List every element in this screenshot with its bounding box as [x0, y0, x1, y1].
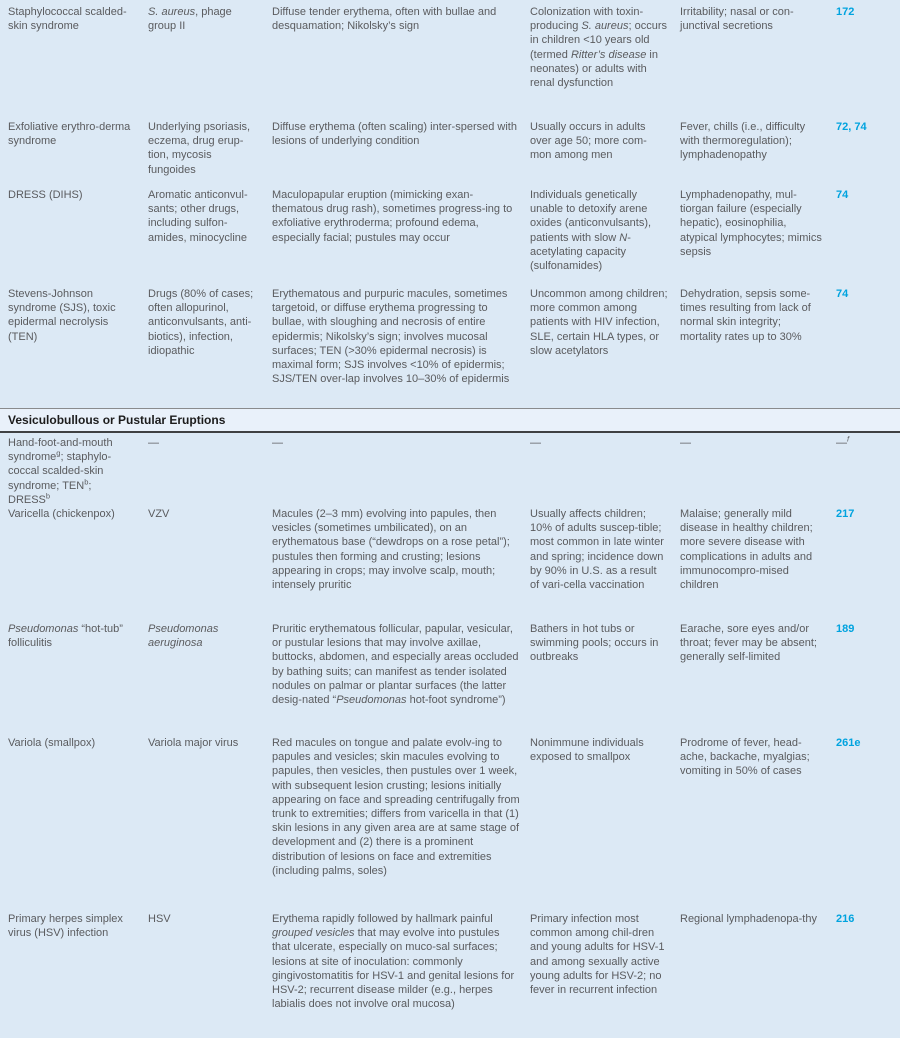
etiologic-agent-cell [148, 5, 272, 33]
text-segment: Pruritic erythematous follicular, papular, vesicular, or pustular lesions that may involve axillae, buttocks, abdomen, and especially areas occluded by bathing suits; can manifest as tender isolated nodules on palmar or plantar surfaces (the latter desig-nated “ [272, 623, 519, 707]
text-segment: Irritability; nasal or con-junctival secretions [680, 6, 794, 33]
text-segment: — [148, 437, 159, 449]
text-segment: Exfoliative erythro-derma syndrome [8, 121, 131, 148]
etiologic-agent-cell [148, 436, 272, 450]
patient-group-cell [530, 120, 680, 163]
condition-cell [8, 188, 148, 202]
text-segment: ; staphylo-coccal scalded-skin syndrome; TEN [8, 451, 112, 492]
description-cell [272, 507, 530, 592]
text-segment: Earache, sore eyes and/or throat; fever may be absent; generally self-limited [680, 623, 817, 664]
other-findings-cell [680, 120, 836, 163]
text-segment: Erythematous and purpuric macules, sometimes targetoid, or diffuse erythema progressing to bullae, with sloughing and necrosis of entire epidermis; Nikolsky’s sign; involves mucosal surfaces; TEN (>30% epidermal necrosis) is maximal form; SJS involves <10% of epidermis; SJS/TEN over-lap involves 10–30% of epidermis [272, 288, 510, 386]
chapter-number: 72, 74 [836, 121, 867, 133]
description-cell [272, 287, 530, 386]
chapter-ref[interactable] [836, 287, 900, 301]
text-segment: -acetylating capacity (sulfonamides) [530, 231, 631, 273]
chapter-number: 189 [836, 623, 855, 636]
text-segment: Variola major virus [148, 737, 239, 750]
text-segment: Nonimmune individuals exposed to smallpox [530, 737, 644, 764]
chapter-ref[interactable] [836, 736, 900, 750]
other-findings-cell [680, 912, 836, 926]
text-segment: Individuals genetically unable to detoxify arene oxides (anticonvulsants), patients with slow [530, 189, 652, 244]
description-cell [272, 736, 530, 878]
text-segment: Varicella (chickenpox) [8, 508, 115, 521]
text-segment: hot-foot syndrome”) [406, 694, 506, 707]
text-segment: N [619, 231, 628, 244]
table-row [8, 436, 900, 507]
chapter-number: 217 [836, 508, 855, 521]
text-segment: Macules (2–3 mm) evolving into papules, then vesicles (sometimes umbilicated), on an erythematous base (“dewdrops on a rose petal”); pustules then forming and crusting; lesions appearing in crops; may involve scalp, mouth; intensely pruritic [272, 508, 510, 592]
etiologic-agent-cell [148, 188, 272, 245]
other-findings-cell [680, 188, 836, 259]
text-segment: Aromatic anticonvul-sants; other drugs, including sulfon-amides, minocycline [148, 189, 248, 244]
footnote-marker: b [45, 491, 51, 501]
condition-cell [8, 507, 148, 521]
patient-group-cell [530, 622, 680, 665]
etiologic-agent-cell [148, 622, 272, 650]
text-segment: Drugs (80% of cases; often allopurinol, anticonvulsants, anti-biotics), infection, idiopathic [148, 288, 254, 357]
text-segment: S. aureus [581, 20, 629, 33]
text-segment: Ritter’s disease [570, 48, 647, 61]
text-segment: Erythema rapidly followed by hallmark painful [272, 913, 493, 926]
footnote-marker: g [56, 448, 61, 458]
etiologic-agent-cell [148, 912, 272, 926]
text-segment: Maculopapular eruption (mimicking exan-thematous drug rash), sometimes progress-ing to exfoliative erythroderma; profound edema, especially facial; pustules may occur [272, 189, 513, 244]
table-row [8, 507, 900, 622]
text-segment: Colonization with toxin-producing [530, 6, 644, 33]
text-segment: Bathers in hot tubs or swimming pools; occurs in outbreaks [530, 623, 659, 664]
condition-cell [8, 120, 148, 148]
text-segment: Pseudomonas [336, 694, 407, 707]
etiologic-agent-cell [148, 120, 272, 177]
text-segment: Usually affects children; 10% of adults suscep-tible; most common in late winter and spring; incidence down by 90% in U.S. as a result of vari-cella vaccination [530, 508, 664, 592]
text-segment: HSV [148, 913, 171, 926]
condition-cell [8, 736, 148, 750]
other-findings-cell [680, 622, 836, 665]
text-segment: Fever, chills (i.e., difficulty with thermoregulation); lymphadenopathy [680, 121, 806, 162]
text-segment: Regional lymphadenopa-thy [680, 913, 817, 926]
text-segment: Dehydration, sepsis some-times resulting from lack of normal skin integrity; mortality rates up to 30% [680, 288, 811, 343]
patient-group-cell [530, 5, 680, 90]
table-section-top [8, 5, 900, 408]
chapter-ref [836, 436, 900, 450]
condition-cell [8, 436, 148, 507]
text-segment: VZV [148, 508, 170, 521]
description-cell [272, 912, 530, 1011]
text-segment: Primary infection most common among chil-dren and young adults for HSV-1 and among sexually active young adults for HSV-2; no fever in recurrent infection [530, 913, 665, 997]
text-segment: Diffuse tender erythema, often with bullae and desquamation; Nikolsky’s sign [272, 6, 497, 33]
chapter-ref[interactable] [836, 120, 900, 134]
text-segment: that may evolve into pustules that ulcerate, especially on muco-sal surfaces; lesions at site of inoculation: commonly gingivostomatitis for HSV-1 and genital lesions for HSV-2; recurrent disease milder (e.g., herpes labialis does not involve oral mucosa) [272, 927, 515, 1011]
patient-group-cell [530, 188, 680, 273]
other-findings-cell [680, 507, 836, 592]
footnote-marker: f [847, 434, 850, 444]
patient-group-cell [530, 507, 680, 592]
text-segment: — [680, 437, 691, 449]
condition-cell [8, 912, 148, 940]
text-segment: Hand-foot-and-mouth syndrome [8, 437, 113, 464]
patient-group-cell [530, 736, 680, 764]
text-segment: , phage group II [148, 6, 232, 33]
footnote-marker: b [84, 476, 89, 486]
text-segment: ; DRESS [8, 479, 92, 506]
chapter-ref[interactable] [836, 912, 900, 926]
table-row [8, 120, 900, 188]
chapter-number: 216 [836, 913, 855, 926]
text-segment: in neonates) or adults with renal dysfunction [530, 48, 658, 90]
text-segment: — [530, 437, 541, 449]
text-segment: Malaise; generally mild disease in healthy children; more severe disease with complications in adults and immunocompro-mised children [680, 508, 813, 592]
chapter-number: 74 [836, 189, 849, 201]
text-segment: grouped vesicles [272, 927, 355, 940]
etiologic-agent-cell [148, 736, 272, 750]
text-segment: Variola (smallpox) [8, 737, 96, 750]
other-findings-cell [680, 436, 836, 450]
text-segment: Red macules on tongue and palate evolv-ing to papules and vesicles; skin macules evolving to papules, then vesicles, then pustules over 1 week, with subsequent lesion crusting; lesions initially appearing on face and spreading centrifugally from trunk to extremities; differs from varicella in that (1) skin lesions in any given area are at same stage of development and (2) there is a prominent distribution of lesions on face and extremities (including palms, soles) [272, 737, 520, 877]
other-findings-cell [680, 287, 836, 344]
table-row [8, 5, 900, 120]
description-cell [272, 622, 530, 707]
text-segment: Underlying psoriasis, eczema, drug erup-tion, mycosis fungoides [148, 121, 251, 176]
condition-cell [8, 622, 148, 650]
text-segment: Staphylococcal scalded-skin syndrome [8, 6, 127, 33]
description-cell [272, 120, 530, 148]
text-segment: Stevens-Johnson syndrome (SJS), toxic epidermal necrolysis (TEN) [8, 288, 116, 343]
patient-group-cell [530, 436, 680, 450]
chapter-number: 74 [836, 288, 849, 300]
text-segment: — [836, 437, 847, 449]
text-segment: Pseudomonas [8, 623, 79, 636]
text-segment: Uncommon among children; more common among patients with HIV infection, SLE, certain HLA types, or slow acetylators [530, 288, 668, 357]
condition-cell [8, 5, 148, 33]
description-cell [272, 5, 530, 33]
other-findings-cell [680, 736, 836, 779]
table-row [8, 287, 900, 408]
other-findings-cell [680, 5, 836, 33]
description-cell [272, 188, 530, 245]
table-row [8, 912, 900, 1038]
table-section-bottom [8, 436, 900, 1038]
etiologic-agent-cell [148, 507, 272, 521]
patient-group-cell [530, 912, 680, 997]
text-segment: ; occurs in children <10 years old (termed [530, 20, 667, 61]
text-segment: Lymphadenopathy, mul-tiorgan failure (especially hepatic), eosinophilia, atypical lymphocytes; mimics sepsis [680, 189, 822, 258]
chapter-ref[interactable] [836, 622, 900, 636]
text-segment: “hot-tub” folliculitis [8, 623, 123, 650]
chapter-number: 172 [836, 6, 855, 18]
table-row [8, 736, 900, 912]
text-segment: Pseudomonas aeruginosa [148, 623, 219, 650]
text-segment: DRESS (DIHS) [8, 189, 83, 201]
text-segment: Prodrome of fever, head-ache, backache, myalgias; vomiting in 50% of cases [680, 737, 810, 778]
table-row [8, 622, 900, 736]
text-segment: Primary herpes simplex virus (HSV) infection [8, 913, 123, 940]
text-segment: S. aureus [148, 6, 196, 18]
text-segment: Usually occurs in adults over age 50; more com-mon among men [530, 121, 647, 162]
chapter-ref[interactable] [836, 5, 900, 19]
text-segment: Diffuse erythema (often scaling) inter-spersed with lesions of underlying condition [272, 121, 517, 148]
patient-group-cell [530, 287, 680, 358]
description-cell [272, 436, 530, 450]
chapter-ref[interactable] [836, 507, 900, 521]
section-header-label: Vesiculobullous or Pustular Eruptions [8, 413, 226, 427]
chapter-ref[interactable] [836, 188, 900, 202]
table-row [8, 188, 900, 287]
section-header [0, 408, 900, 433]
etiologic-agent-cell [148, 287, 272, 358]
text-segment: — [272, 437, 283, 449]
chapter-number: 261e [836, 737, 861, 750]
condition-cell [8, 287, 148, 344]
